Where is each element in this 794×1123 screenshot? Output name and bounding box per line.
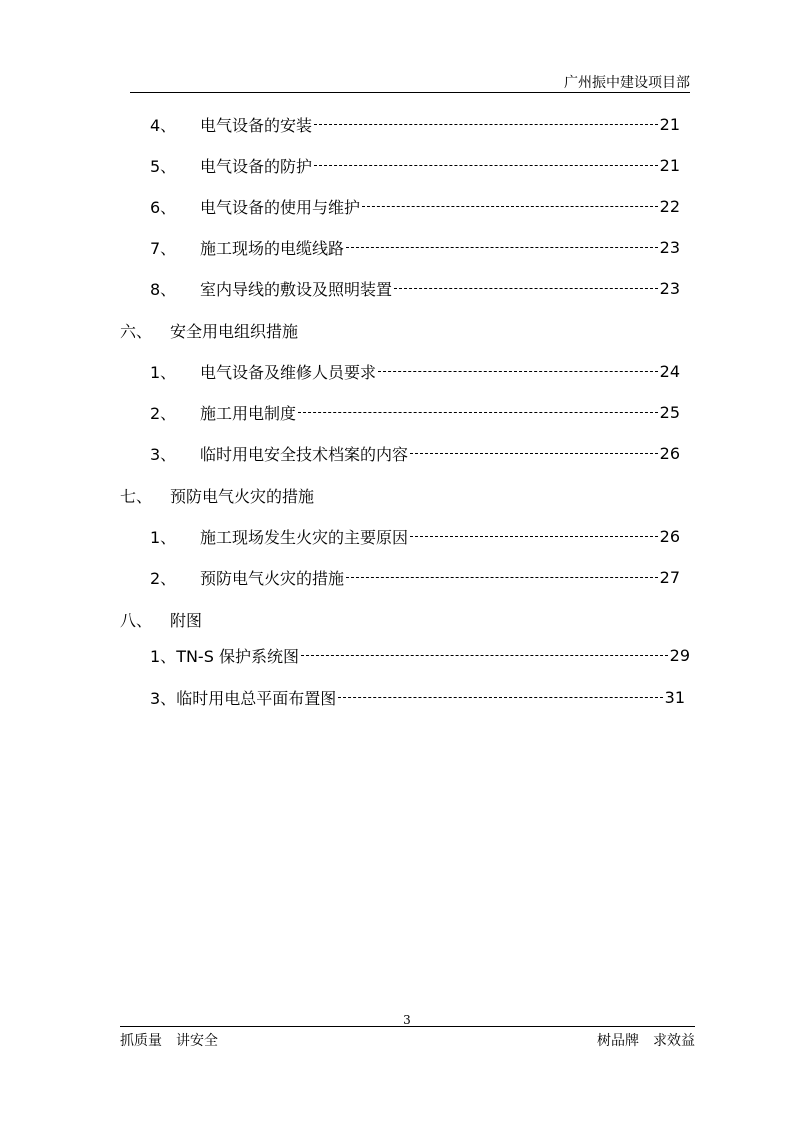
toc-entry[interactable] xyxy=(150,276,680,300)
toc-entry[interactable] xyxy=(150,685,685,709)
toc-entry[interactable] xyxy=(150,235,680,259)
toc-entry-title: 室内导线的敷设及照明装置 xyxy=(200,279,393,299)
toc-leader xyxy=(314,124,658,126)
toc-entry[interactable] xyxy=(150,524,680,548)
toc-entry-title: 临时用电总平面布置图 xyxy=(176,688,337,708)
toc-entry-title: 电气设备的防护 xyxy=(200,156,313,176)
footer-slogan-right: 树品牌 求效益 xyxy=(597,1033,695,1049)
toc-entry-page: 21 xyxy=(659,114,680,134)
toc-entry-page: 26 xyxy=(659,526,680,546)
footer-rule xyxy=(120,1026,695,1027)
toc-entry-number: 3、 xyxy=(150,444,177,464)
toc-entry[interactable] xyxy=(150,643,690,667)
toc-leader xyxy=(410,453,658,455)
toc-entry[interactable] xyxy=(150,359,680,383)
toc-entry-title: TN-S 保护系统图 xyxy=(176,646,299,666)
toc-leader xyxy=(338,697,662,699)
toc-entry-page: 29 xyxy=(669,645,690,665)
toc-entry-page: 31 xyxy=(664,687,685,707)
toc-entry-page: 23 xyxy=(659,278,680,298)
toc-entry[interactable] xyxy=(150,441,680,465)
toc-entry-title: 施工用电制度 xyxy=(200,403,297,423)
toc-section-heading[interactable] xyxy=(120,607,202,631)
toc-section-title: 附图 xyxy=(170,610,203,630)
toc-entry-title: 电气设备的使用与维护 xyxy=(200,197,361,217)
toc-leader xyxy=(362,206,658,208)
toc-entry-page: 27 xyxy=(659,567,680,587)
toc-leader xyxy=(301,655,668,657)
header-organization: 广州振中建设项目部 xyxy=(564,75,690,91)
toc-section-heading[interactable] xyxy=(120,318,298,342)
toc-entry-number: 1、 xyxy=(150,527,177,547)
toc-leader xyxy=(410,536,658,538)
toc-section-number: 七、 xyxy=(120,486,153,506)
toc-leader xyxy=(394,288,658,290)
toc-entry[interactable] xyxy=(150,565,680,589)
toc-entry-number: 6、 xyxy=(150,197,177,217)
toc-entry-number: 3、 xyxy=(150,688,177,708)
toc-section-title: 预防电气火灾的措施 xyxy=(170,486,315,506)
toc-leader xyxy=(298,412,658,414)
toc-entry-title: 施工现场的电缆线路 xyxy=(200,238,345,258)
toc-entry-number: 7、 xyxy=(150,238,177,258)
toc-entry[interactable] xyxy=(150,400,680,424)
toc-entry[interactable] xyxy=(150,194,680,218)
toc-leader xyxy=(346,577,658,579)
toc-entry-number: 1、 xyxy=(150,362,177,382)
toc-entry-title: 预防电气火灾的措施 xyxy=(200,568,345,588)
toc-entry-number: 2、 xyxy=(150,568,177,588)
toc-section-number: 八、 xyxy=(120,610,153,630)
toc-section-heading[interactable] xyxy=(120,483,314,507)
toc-leader xyxy=(378,371,658,373)
page-number: 3 xyxy=(403,1013,411,1027)
toc-leader xyxy=(314,165,658,167)
toc-entry-page: 24 xyxy=(659,361,680,381)
toc-entry-number: 2、 xyxy=(150,403,177,423)
toc-entry-number: 5、 xyxy=(150,156,177,176)
toc-entry-title: 电气设备及维修人员要求 xyxy=(200,362,377,382)
toc-entry-number: 1、 xyxy=(150,646,177,666)
toc-entry-title: 施工现场发生火灾的主要原因 xyxy=(200,527,409,547)
toc-entry-page: 25 xyxy=(659,402,680,422)
toc-entry-page: 23 xyxy=(659,237,680,257)
toc-entry-page: 21 xyxy=(659,155,680,175)
toc-entry-page: 26 xyxy=(659,443,680,463)
footer-slogan-left: 抓质量 讲安全 xyxy=(120,1033,218,1049)
toc-entry-title: 电气设备的安装 xyxy=(200,115,313,135)
toc-entry[interactable] xyxy=(150,153,680,177)
toc-entry-number: 4、 xyxy=(150,115,177,135)
toc-entry-title: 临时用电安全技术档案的内容 xyxy=(200,444,409,464)
toc-entry[interactable] xyxy=(150,112,680,136)
toc-entry-page: 22 xyxy=(659,196,680,216)
toc-section-number: 六、 xyxy=(120,321,153,341)
toc-leader xyxy=(346,247,658,249)
toc-section-title: 安全用电组织措施 xyxy=(170,321,299,341)
toc-entry-number: 8、 xyxy=(150,279,177,299)
